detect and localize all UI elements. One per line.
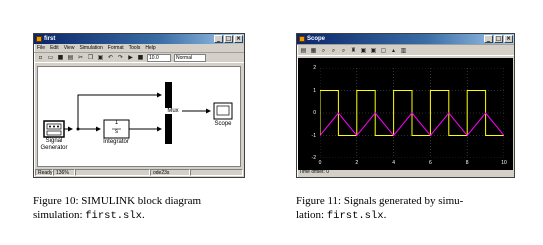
figure-10-caption	[33, 194, 258, 223]
figure-10-text-2: simulation:	[33, 209, 86, 221]
time-offset-row	[299, 169, 329, 175]
x-tick-label: 8	[465, 160, 469, 166]
integrator-denominator: s	[115, 129, 118, 135]
figure-10-line-2	[33, 208, 258, 223]
scope-maximize-button[interactable]: □	[495, 35, 502, 42]
scope-toolbar	[297, 44, 514, 56]
status-blank-1	[75, 169, 150, 176]
open-folder-icon[interactable]: ▭	[47, 54, 54, 61]
figure-10-filename: first.slx	[85, 210, 142, 222]
scope-close-button[interactable]: ×	[505, 35, 512, 42]
print-icon[interactable]: ▤	[67, 54, 74, 61]
menu-simulation[interactable]: Simulation	[79, 45, 103, 51]
print-icon[interactable]: ▤	[300, 46, 307, 54]
figure-11-label: Figure 11:	[296, 195, 342, 207]
x-tick-label: 6	[429, 160, 432, 166]
time-offset-value: 0	[326, 169, 330, 175]
simulink-titlebar[interactable]	[34, 34, 244, 44]
signal-wires	[64, 95, 210, 129]
scope-titlebar[interactable]	[297, 34, 514, 44]
x-tick-label: 10	[501, 160, 507, 166]
scope-block	[214, 103, 232, 119]
model-canvas[interactable]	[37, 66, 241, 167]
save-icon[interactable]: ■	[57, 54, 64, 61]
menu-tools[interactable]: Tools	[128, 45, 141, 51]
scope-app-icon	[299, 36, 305, 42]
simulink-statusbar	[35, 168, 243, 176]
figure-11-line-1	[296, 194, 521, 208]
floating-scope-icon[interactable]: ▢	[380, 46, 387, 54]
close-button[interactable]: ×	[235, 35, 242, 42]
scope-plot-area[interactable]	[320, 68, 504, 158]
scope-display	[298, 58, 513, 170]
figure-11-text-2: lation:	[296, 209, 327, 221]
scope-chart	[320, 68, 504, 158]
figure-10-period: .	[141, 209, 145, 221]
new-file-icon[interactable]: ▫	[38, 54, 43, 61]
zoom-icon[interactable]: ⌕	[321, 46, 326, 54]
simulink-window	[33, 33, 245, 178]
parameters-icon[interactable]: ▦	[310, 46, 317, 54]
status-ready: Ready	[35, 169, 53, 176]
branch-point	[77, 128, 80, 131]
x-tick-label: 2	[355, 160, 359, 166]
figure-11-filename: first.slx	[326, 210, 384, 222]
signal-selection-icon[interactable]: ▥	[400, 46, 407, 54]
figure-10-line-1	[33, 194, 258, 208]
undo-icon[interactable]: ↶	[107, 54, 114, 61]
x-tick-label: 0	[318, 160, 322, 166]
stop-icon[interactable]: ■	[137, 54, 144, 61]
maximize-button[interactable]: □	[225, 35, 232, 42]
time-offset-label: Time offset:	[299, 169, 325, 175]
status-zoom: 136%	[53, 169, 75, 176]
restore-axes-icon[interactable]: ▣	[370, 46, 377, 54]
paste-icon[interactable]: ▣	[97, 54, 104, 61]
figure-11-line-2	[296, 208, 521, 223]
minimize-button[interactable]: _	[214, 35, 223, 43]
scope-title: Scope	[307, 36, 326, 42]
redo-icon[interactable]: ↷	[117, 54, 124, 61]
simulink-toolbar	[34, 52, 244, 63]
block-diagram	[38, 67, 242, 168]
figure-11-text-1: Signals generated by simu-	[343, 195, 464, 207]
stop-time-field[interactable]: 10.0	[147, 54, 171, 62]
signal-generator-block	[44, 121, 64, 137]
copy-icon[interactable]: ❐	[87, 54, 94, 61]
y-tick-label: 2	[313, 65, 316, 71]
scope-label: Scope	[214, 121, 232, 127]
y-tick-label: 0	[313, 110, 316, 116]
figure-11-period: .	[383, 209, 387, 221]
x-tick-label: 4	[392, 160, 395, 166]
status-blank-2	[190, 169, 243, 176]
scope-window	[296, 33, 515, 178]
y-tick-label: -2	[311, 155, 316, 161]
zoom-y-icon[interactable]: ⌕	[341, 46, 346, 54]
y-tick-label: 1	[313, 87, 316, 94]
menu-format[interactable]: Format	[107, 45, 124, 51]
status-solver: ode23s	[150, 169, 190, 176]
sim-mode-select[interactable]: Normal	[174, 54, 206, 62]
menu-view[interactable]: View	[63, 45, 75, 51]
simulink-title: first	[44, 36, 56, 42]
play-icon[interactable]: ▶	[128, 54, 133, 61]
cut-icon[interactable]: ✂	[77, 54, 84, 61]
figure-10-label: Figure 10:	[33, 195, 79, 207]
mux-label: Mux	[164, 108, 182, 114]
zoom-x-icon[interactable]: ⌕	[331, 46, 336, 54]
autoscale-icon[interactable]: ♜	[350, 46, 357, 54]
y-tick-label: -1	[311, 132, 316, 139]
figure-11-caption	[296, 194, 521, 223]
lock-axes-icon[interactable]: ▴	[391, 46, 395, 54]
simulink-app-icon	[36, 36, 42, 42]
menu-file[interactable]: File	[37, 45, 46, 51]
figure-10-text-1: SIMULINK block diagram	[81, 195, 202, 207]
signal-generator-label: Signal Generator	[40, 138, 68, 151]
integrator-label: Integrator	[103, 139, 129, 145]
scope-minimize-button[interactable]: _	[484, 35, 493, 43]
menu-help[interactable]: Help	[145, 45, 156, 51]
simulink-menubar	[34, 44, 244, 52]
menu-edit[interactable]: Edit	[50, 45, 59, 51]
save-axes-icon[interactable]: ▣	[360, 46, 367, 54]
integrator-numerator: 1	[114, 120, 119, 126]
